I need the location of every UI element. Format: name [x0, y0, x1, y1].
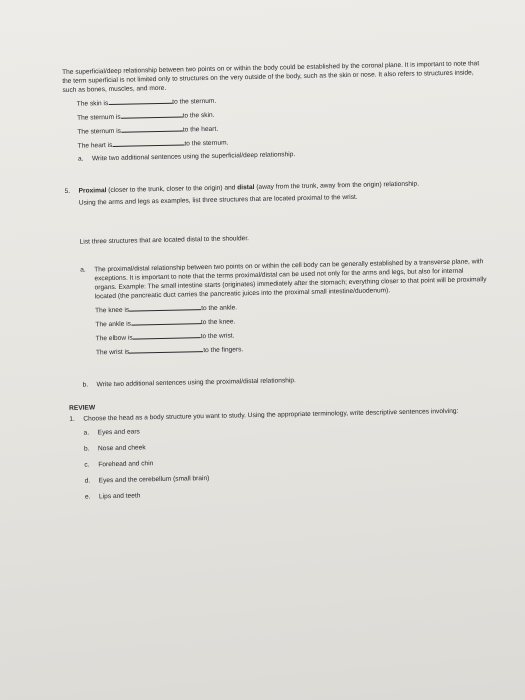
item-text: Write two additional sentences using the superficial/deep relationship.	[91, 151, 296, 163]
question-5b	[69, 372, 489, 390]
answer-blank[interactable]	[121, 123, 183, 132]
list-item	[85, 484, 491, 502]
answer-blank[interactable]	[129, 344, 203, 354]
row-rest: to the fingers.	[203, 346, 244, 355]
superficial-fill-in	[63, 89, 484, 151]
row-rest: to the heart.	[182, 125, 219, 134]
row-rest: to the wrist.	[200, 332, 235, 341]
question-text: Choose the head as a body structure you want to study. Using the appropriate terminology, write descriptive sentences involving:	[83, 407, 459, 423]
list-item	[84, 420, 490, 438]
item-text: Nose and cheek	[97, 444, 146, 453]
row-subject: The skin is	[76, 100, 109, 108]
row-subject: The heart is	[77, 141, 113, 150]
item-label: c.	[84, 461, 90, 469]
review-items	[70, 420, 491, 502]
distal-prompt: List three structures that are located distal to the shoulder.	[79, 235, 250, 246]
worksheet-content	[62, 59, 491, 502]
item-label: b.	[83, 445, 90, 453]
item-label: a.	[77, 155, 84, 163]
list-item	[84, 436, 490, 454]
row-rest: to the sternum.	[172, 97, 217, 106]
item-label: a.	[83, 429, 90, 437]
answer-blank[interactable]	[131, 316, 201, 325]
term-distal: distal	[237, 183, 255, 192]
row-subject: The elbow is	[95, 334, 133, 343]
item-label: e.	[84, 493, 91, 501]
answer-blank[interactable]	[133, 330, 201, 339]
term-proximal: Proximal	[78, 187, 107, 195]
item-text: Forehead and chin	[98, 460, 154, 469]
row-rest: to the knee.	[200, 318, 236, 327]
list-item	[84, 452, 490, 470]
row-rest: to the ankle.	[201, 304, 238, 313]
answer-blank[interactable]	[108, 96, 172, 105]
row-rest: to the sternum.	[184, 139, 229, 148]
item-text: The proximal/distal relationship between two points on or within the cell body can be generally established by a transverse plane, with exceptions. It is important to note that the terms proximal/distal can be used not only for the arms and legs, but also for internal organs. Example: The small intestine starts (originates) immediately after the stomach; everything closer to that point will be proximally located (the pancreatic duct carries the pancreatic juices into the proximal small intestine/duodenum).	[94, 258, 487, 301]
review-heading: REVIEW	[69, 404, 96, 412]
answer-blank[interactable]	[121, 109, 183, 118]
question-number: 5.	[64, 187, 71, 195]
row-subject: The knee is	[95, 306, 130, 315]
question-number: 1.	[69, 415, 75, 423]
item-text: Write two additional sentences using the proximal/distal relationship.	[96, 377, 296, 389]
item-text: Lips and teeth	[98, 492, 141, 501]
item-text: Eyes and the cerebellum (small brain)	[98, 475, 210, 485]
row-subject: The wrist is	[95, 348, 130, 357]
proximal-fill-in	[67, 296, 488, 358]
q5-mid: (closer to the trunk, closer to the origin) and	[106, 184, 238, 195]
row-subject: The ankle is	[95, 320, 132, 329]
row-rest: to the skin.	[182, 111, 215, 120]
item-label: d.	[84, 477, 91, 485]
answer-blank[interactable]	[112, 137, 184, 147]
answer-blank[interactable]	[129, 302, 201, 312]
question-5a	[66, 257, 487, 302]
row-subject: The sternum is	[77, 127, 122, 136]
item-label: a.	[80, 266, 86, 274]
list-item	[85, 468, 491, 486]
row-subject: The sternum is	[76, 113, 121, 122]
item-label: b.	[82, 381, 89, 389]
q5-tail: (away from the trunk, away from the origin) relationship.	[254, 180, 420, 191]
item-text: Eyes and ears	[97, 428, 140, 437]
intro-paragraph: The superficial/deep relationship between two points on or within the body could be established by the coronal plane. It is important to note that the term superficial is not limited only to structures on the very outside of the body, such as the skin or nose. It also refers to structures inside, such as bones, muscles, and more.	[62, 60, 480, 94]
q5-instruction: Using the arms and legs as examples, list three structures that are located proximal to the wrist.	[78, 193, 358, 207]
